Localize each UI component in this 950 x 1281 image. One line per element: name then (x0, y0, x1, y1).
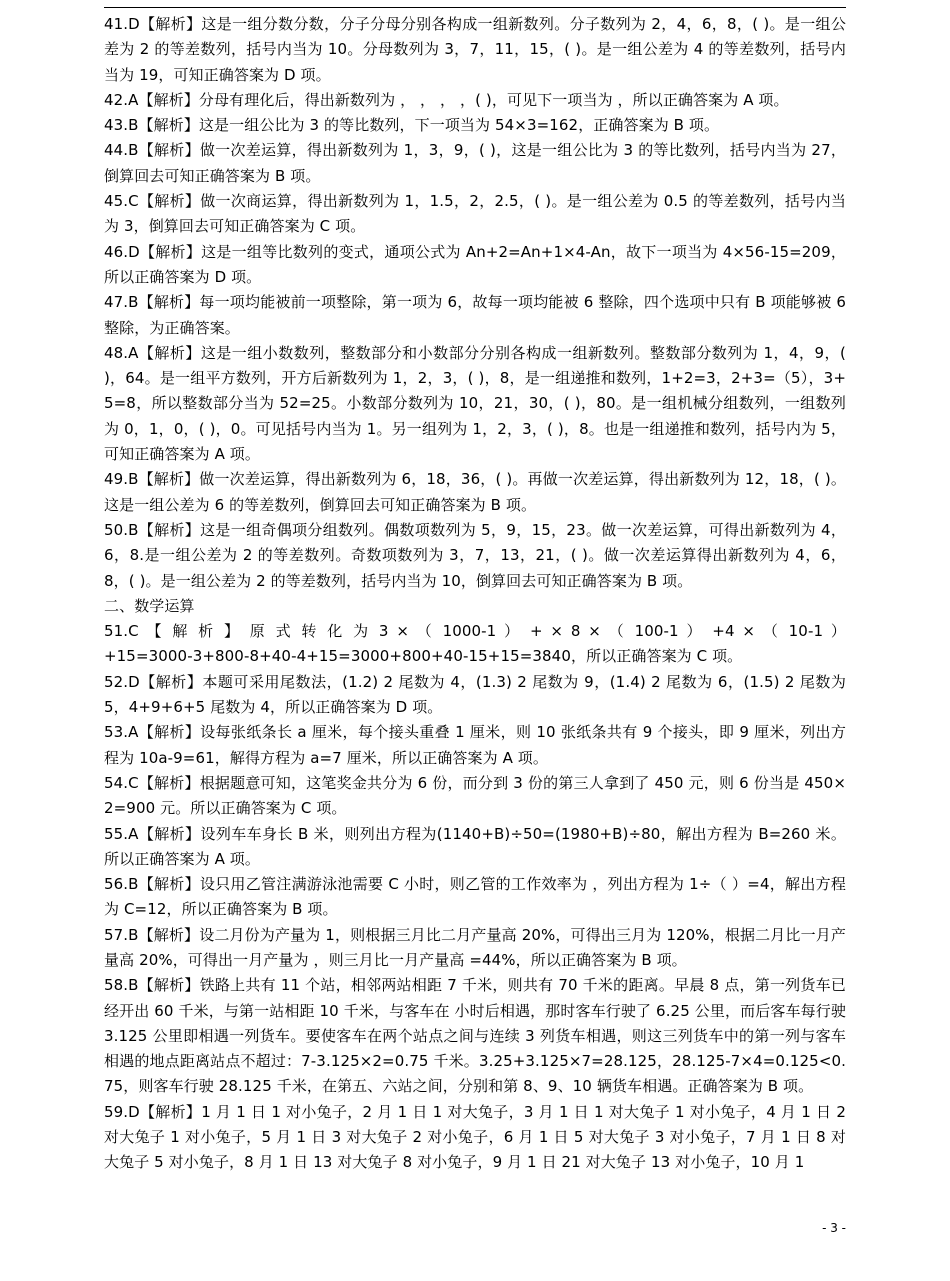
explanation-44: 44.B【解析】做一次差运算，得出新数列为 1，3，9，( )，这是一组公比为 3 的等比数列，括号内当为 27，倒算回去可知正确答案为 B 项。 (104, 141, 846, 185)
section-heading-math: 二、数学运算 (104, 596, 195, 615)
explanation-49: 49.B【解析】做一次差运算，得出新数列为 6，18，36，( )。再做一次差运算，得出新数列为 12，18，( )。这是一组公差为 6 的等差数列，倒算回去可知正确答案为 B 项。 (104, 470, 846, 514)
explanation-55: 55.A【解析】设列车车身长 B 米，则列出方程为(1140+B)÷50=(1980+B)÷80，解出方程为 B=260 米。所以正确答案为 A 项。 (104, 824, 846, 868)
explanation-43: 43.B【解析】这是一组公比为 3 的等比数列，下一项当为 54×3=162，正确答案为 B 项。 (104, 116, 720, 135)
explanation-41: 41.D【解析】这是一组分数分数，分子分母分别各构成一组新数列。分子数列为 2，4，6，8，( )。是一组公差为 2 的等差数列，括号内当为 10。分母数列为 3，7，11，15，( )。是一组公差为 4 的等差数列，括号内当为 19，可知正确答案为 D 项。 (104, 15, 846, 84)
explanation-48: 48.A【解析】这是一组小数数列，整数部分和小数部分分别各构成一组新数列。整数部分数列为 1，4，9，( )，64。是一组平方数列，开方后新数列为 1，2，3，( )，8，是一组递推和数列，1+2=3，2+3=（5），3+5=8，所以整数部分当为 52=25。小数部分数列为 10，21，30，( )，80。是一组机械分组数列，一组数列为 0，1，0，( )，0。可见括号内当为 1。另一组列为 1，2，3，( )，8。也是一组递推和数列，括号内为 5，可知正确答案为 A 项。 (104, 343, 846, 464)
explanation-42: 42.A【解析】分母有理化后，得出新数列为 ， ， ， ，( )，可见下一项当为 ，所以正确答案为 A 项。 (104, 90, 789, 109)
explanation-52: 52.D【解析】本题可采用尾数法，(1.2) 2 尾数为 4，(1.3) 2 尾数为 9，(1.4) 2 尾数为 6，(1.5) 2 尾数为 5，4+9+6+5 尾数为 4，所以正确答案为 D 项。 (104, 672, 846, 717)
answer-explanations (104, 12, 846, 1176)
explanation-45: 45.C【解析】做一次商运算，得出新数列为 1，1.5，2，2.5，( )。是一组公差为 0.5 的等差数列，括号内当为 3，倒算回去可知正确答案为 C 项。 (104, 192, 846, 236)
explanation-51-line-2: +15=3000-3+800-8+40-4+15=3000+800+40-15+15=3840，所以正确答案为 C 项。 (104, 647, 743, 666)
explanation-57: 57.B【解析】设二月份为产量为 1，则根据三月比二月产量高 20%，可得出三月为 120%，根据二月比一月产量高 20%，可得出一月产量为 ，则三月比一月产量高 =44%，所以正确答案为 B 项。 (104, 925, 846, 969)
explanation-47: 47.B【解析】每一项均能被前一项整除，第一项为 6，故每一项均能被 6 整除，四个选项中只有 B 项能够被 6 整除，为正确答案。 (104, 293, 846, 337)
explanation-46: 46.D【解析】这是一组等比数列的变式，通项公式为 An+2=An+1×4-An，故下一项当为 4×56-15=209，所以正确答案为 D 项。 (104, 242, 846, 286)
explanation-58: 58.B【解析】铁路上共有 11 个站，相邻两站相距 7 千米，则共有 70 千米的距离。早晨 8 点，第一列货车已经开出 60 千米，与第一站相距 10 千米，与客车在 小时后相遇，那时客车行驶了 6.25 公里，而后客车每行驶 3.125 公里即相遇一列货车。要使客车在两个站点之间与连续 3 列货车相遇，则这三列货车中的第一列与客车相遇的地点距离站点不超过：7-3.125×2=0.75 千米。3.25+3.125×7=28.125，28.125-7×4=0.125<0.75，则客车行驶 28.125 千米，在第五、六站之间，分别和第 8、9、10 辆货车相遇。正确答案为 B 项。 (104, 976, 846, 1096)
explanation-53: 53.A【解析】设每张纸条长 a 厘米，每个接头重叠 1 厘米，则 10 张纸条共有 9 个接头，即 9 厘米，列出方程为 10a-9=61，解得方程为 a=7 厘米，所以正确答案为 A 项。 (104, 723, 846, 767)
header-rule (104, 7, 846, 8)
explanation-54: 54.C【解析】根据题意可知，这笔奖金共分为 6 份，而分到 3 份的第三人拿到了 450 元，则 6 份当是 450×2=900 元。所以正确答案为 C 项。 (104, 773, 846, 818)
explanation-50: 50.B【解析】这是一组奇偶项分组数列。偶数项数列为 5，9，15，23。做一次差运算，可得出新数列为 4，6，8.是一组公差为 2 的等差数列。奇数项数列为 3，7，13，21，( )。做一次差运算得出新数列为 4，6，8，( )。是一组公差为 2 的等差数列，括号内当为 10，倒算回去可知正确答案为 B 项。 (104, 520, 846, 590)
explanation-56: 56.B【解析】设只用乙管注满游泳池需要 C 小时，则乙管的工作效率为 ，列出方程为 1÷（ ）=4，解出方程为 C=12，所以正确答案为 B 项。 (104, 875, 846, 919)
explanation-51-line-1: 51.C 【 解 析 】 原 式 转 化 为 3 × （ 1000-1 ） + × 8 × （ 100-1 ） +4 × （ 10-1 ） (104, 622, 846, 641)
explanation-59: 59.D【解析】1 月 1 日 1 对小兔子，2 月 1 日 1 对大兔子，3 月 1 日 1 对大兔子 1 对小兔子，4 月 1 日 2 对大兔子 1 对小兔子，5 月 1 日 3 对大兔子 2 对小兔子，6 月 1 日 5 对大兔子 3 对小兔子，7 月 1 日 8 对大兔子 5 对小兔子，8 月 1 日 13 对大兔子 8 对小兔子，9 月 1 日 21 对大兔子 13 对小兔子，10 月 1 (104, 1102, 846, 1172)
page-number: - 3 - (822, 1221, 846, 1235)
